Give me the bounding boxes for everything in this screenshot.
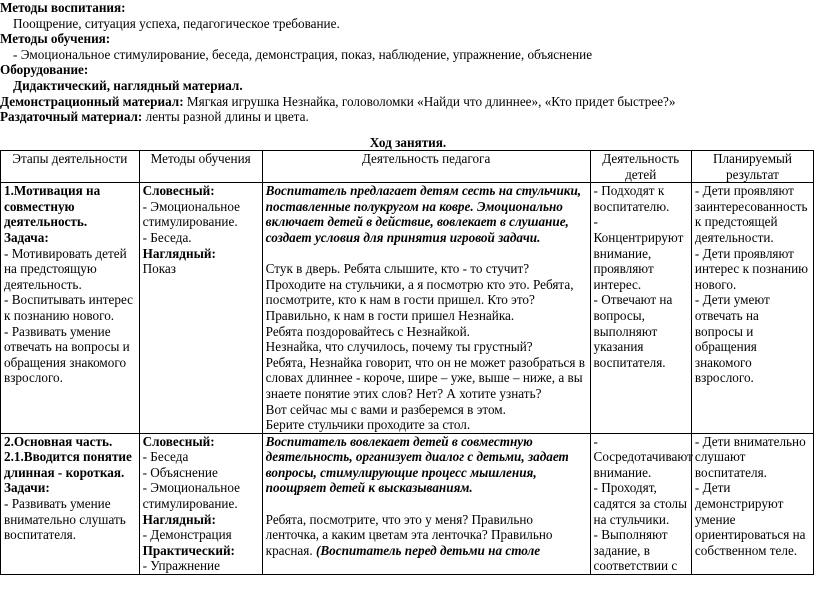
handout-material-text: ленты разной длины и цвета.	[142, 109, 309, 125]
stage-cell: 2.Основная часть. 2.1.Вводится понятие длинная - короткая. Задачи: - Развивать умение внимательно слушать воспитателя.	[1, 433, 140, 574]
upbringing-methods-label: Методы воспитания:	[0, 0, 126, 15]
teacher-cell: Воспитатель вовлекает детей в совместную деятельность, организует диалог с детьми, задает вопросы, стимулирующие процесс мышления, поощряет детей к высказываниям. Ребята, посмотрите, что это у меня? Правильно ленточка, а каким цветам эта ленточка? Правильно красная. (Воспитатель перед детьми на столе	[262, 433, 590, 574]
stage-cell: 1.Мотивация на совместную деятельность. Задача: - Мотивировать детей на предстоящую деятельность. - Воспитывать интерес к познанию нового. - Развивать умение отвечать на вопросы и обращения знакомого взрослого.	[1, 183, 140, 434]
handout-material-label: Раздаточный материал:	[0, 109, 143, 125]
equipment-label: Оборудование:	[0, 62, 89, 78]
equipment-text: Дидактический, наглядный материал.	[13, 77, 243, 93]
teaching-methods-text: - Эмоциональное стимулирование, беседа, демонстрация, показ, наблюдение, упражнение, объяснение	[13, 46, 593, 62]
methods-cell: Словесный: - Эмоциональное стимулирование. - Беседа. Наглядный: Показ	[139, 183, 262, 434]
col-header-teacher: Деятельность педагога	[262, 151, 590, 183]
col-header-stages: Этапы деятельности	[1, 151, 140, 183]
col-header-methods: Методы обучения	[139, 151, 262, 183]
teacher-cell: Воспитатель предлагает детям сесть на стульчики, поставленные полукругом на ковре. Эмоционально включает детей в действие, вовлекает в слушание, создает условия для принятия игровой задачи. Стук в дверь. Ребята слышите, кто - то стучит? Проходите на стульчики, а я посмотрю кто это. Ребята, посмотрите, кто к нам в гости пришел. Кто это? Правильно, к нам в гости пришел Незнайка. Ребята поздоровайтесь с Незнайкой. Незнайка, что случилось, почему ты грустный? Ребята, Незнайка говорит, что он не может разобраться в словах длиннее - короче, шире – уже, выше – ниже, а вы знаете понятие этих слов? Нет? А хотите узнать? Вот сейчас мы с вами и разберемся в этом. Берите стульчики проходите за стол.	[262, 183, 590, 434]
table-row	[1, 433, 814, 574]
result-cell: - Дети внимательно слушают воспитателя. - Дети демонстрируют умение ориентироваться на собственном теле.	[691, 433, 813, 574]
demo-material-label: Демонстрационный материал:	[0, 93, 184, 109]
upbringing-methods-text: Поощрение, ситуация успеха, педагогическое требование.	[13, 15, 340, 31]
result-cell: - Дети проявляют заинтересованность к предстоящей деятельности. - Дети проявляют интерес к познанию нового. - Дети умеют отвечать на вопросы и обращения знакомого взрослого.	[691, 183, 813, 434]
lesson-table	[0, 150, 814, 575]
children-cell: - Сосредотачивают внимание. - Проходят, садятся за столы на стульчики. - Выполняют задание, в соответствии с	[590, 433, 691, 574]
children-cell: - Подходят к воспитателю. - Концентрируют внимание, проявляют интерес. - Отвечают на вопросы, выполняют указания воспитателя.	[590, 183, 691, 434]
demo-material-text: Мягкая игрушка Незнайка, головоломки «Найди что длиннее», «Кто придет быстрее?»	[183, 93, 676, 109]
lesson-header	[0, 0, 816, 125]
teaching-methods-label: Методы обучения:	[0, 31, 111, 47]
col-header-result: Планируемый результат	[691, 151, 813, 183]
table-row	[1, 183, 814, 434]
table-header-row	[1, 151, 814, 183]
col-header-children: Деятельность детей	[590, 151, 691, 183]
course-title: Ход занятия.	[369, 135, 447, 150]
methods-cell: Словесный: - Беседа - Объяснение - Эмоциональное стимулирование. Наглядный: - Демонстрация Практический: - Упражнение	[139, 433, 262, 574]
